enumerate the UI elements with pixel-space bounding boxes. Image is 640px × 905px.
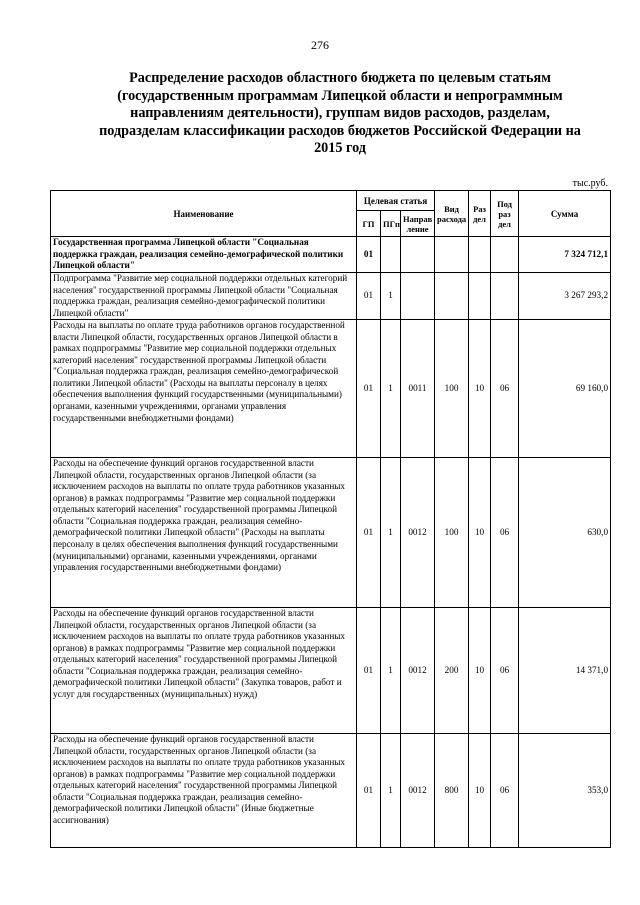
cell-direction: 0012 [401,608,435,734]
header-direction: Направ ление [401,211,435,237]
cell-podrazdel: 06 [491,320,519,458]
title-line: (государственным программам Липецкой области и непрограммным [117,87,563,104]
table-row [51,608,611,734]
cell-direction: 0012 [401,458,435,608]
title-line: 2015 год [314,140,366,156]
cell-direction: 0012 [401,734,435,848]
header-gp: ГП [357,211,381,237]
cell-gp: 01 [357,273,381,320]
document-title [80,70,600,158]
cell-vid: 200 [435,608,469,734]
budget-table [50,190,611,848]
cell-vid: 100 [435,458,469,608]
cell-pgp: 1 [381,320,401,458]
cell-podrazdel [491,273,519,320]
header-razdel: Раз дел [469,191,491,237]
cell-sum: 630,0 [519,458,611,608]
table-row [51,458,611,608]
cell-razdel [469,237,491,273]
cell-pgp: 1 [381,273,401,320]
cell-razdel: 10 [469,458,491,608]
cell-razdel: 10 [469,320,491,458]
cell-pgp: 1 [381,734,401,848]
header-vid: Вид расхода [435,191,469,237]
page-number: 276 [311,38,329,52]
cell-vid [435,237,469,273]
title-line: подразделам классификации расходов бюджетов Российской Федерации на [99,122,581,139]
cell-name: Подпрограмма "Развитие мер социальной поддержки отдельных категорий населения" государственной программы Липецкой области "Социальная поддержка граждан, реализация семейно-демографической политики Липецкой области" [51,273,357,320]
cell-sum: 69 160,0 [519,320,611,458]
cell-sum: 3 267 293,2 [519,273,611,320]
cell-name: Государственная программа Липецкой области "Социальная поддержка граждан, реализация семейно-демографической политики Липецкой области" [51,237,357,273]
cell-pgp [381,237,401,273]
cell-pgp: 1 [381,458,401,608]
cell-sum: 14 371,0 [519,608,611,734]
cell-gp: 01 [357,734,381,848]
cell-name: Расходы на выплаты по оплате труда работников органов государственной власти Липецкой области, государственных органов Липецкой области в рамках подпрограммы "Развитие мер социальной поддержки отдельных категорий населения" государственной программы Липецкой области "Социальная поддержка граждан, реализация семейно-демографической политики Липецкой области" (Расходы на выплаты персоналу в целях обеспечения выполнения функций государственными (муниципальными) органами, казенными учреждениями, органами управления государственными внебюджетными фондами) [51,320,357,458]
cell-gp: 01 [357,320,381,458]
cell-name: Расходы на обеспечение функций органов государственной власти Липецкой области, государственных органов Липецкой области (за исключением расходов на выплаты по оплате труда работников указанных органов) в рамках подпрограммы "Развитие мер социальной поддержки отдельных категорий населения" государственной программы Липецкой области "Социальная поддержка граждан, реализация семейно-демографической политики Липецкой области" (Расходы на выплаты персоналу в целях обеспечения выполнения функций государственными (муниципальными) органами, казенными учреждениями, органами управления государственными внебюджетными фондами) [51,458,357,608]
table-row [51,734,611,848]
cell-podrazdel: 06 [491,608,519,734]
cell-podrazdel [491,237,519,273]
cell-gp: 01 [357,237,381,273]
cell-podrazdel: 06 [491,734,519,848]
table-row [51,320,611,458]
header-target: Целевая статья [357,191,435,211]
header-sum: Сумма [519,191,611,237]
cell-gp: 01 [357,458,381,608]
title-line: направлениям деятельности), группам видов расходов, разделам, [130,105,550,121]
cell-direction [401,237,435,273]
header-pgp: ПГп [381,211,401,237]
title-line: Распределение расходов областного бюджета по целевым статьям [129,70,551,86]
cell-razdel: 10 [469,608,491,734]
cell-vid: 100 [435,320,469,458]
cell-vid: 800 [435,734,469,848]
header-podrazdel: Под раз дел [491,191,519,237]
table-row [51,273,611,320]
header-name: Наименование [51,191,357,237]
table-row [51,237,611,273]
cell-name: Расходы на обеспечение функций органов государственной власти Липецкой области, государственных органов Липецкой области (за исключением расходов на выплаты по оплате труда работников указанных органов) в рамках подпрограммы "Развитие мер социальной поддержки отдельных категорий населения" государственной программы Липецкой области "Социальная поддержка граждан, реализация семейно-демографической политики Липецкой области" (Закупка товаров, работ и услуг для государственных (муниципальных) нужд) [51,608,357,734]
cell-direction [401,273,435,320]
cell-sum: 7 324 712,1 [519,237,611,273]
units-label: тыс.руб. [572,178,608,189]
cell-razdel [469,273,491,320]
cell-vid [435,273,469,320]
cell-podrazdel: 06 [491,458,519,608]
cell-razdel: 10 [469,734,491,848]
cell-gp: 01 [357,608,381,734]
cell-sum: 353,0 [519,734,611,848]
cell-name: Расходы на обеспечение функций органов государственной власти Липецкой области, государственных органов Липецкой области (за исключением расходов на выплаты по оплате труда работников указанных органов) в рамках подпрограммы "Развитие мер социальной поддержки отдельных категорий населения" государственной программы Липецкой области "Социальная поддержка граждан, реализация семейно-демографической политики Липецкой области" (Иные бюджетные ассигнования) [51,734,357,848]
cell-pgp: 1 [381,608,401,734]
cell-direction: 0011 [401,320,435,458]
